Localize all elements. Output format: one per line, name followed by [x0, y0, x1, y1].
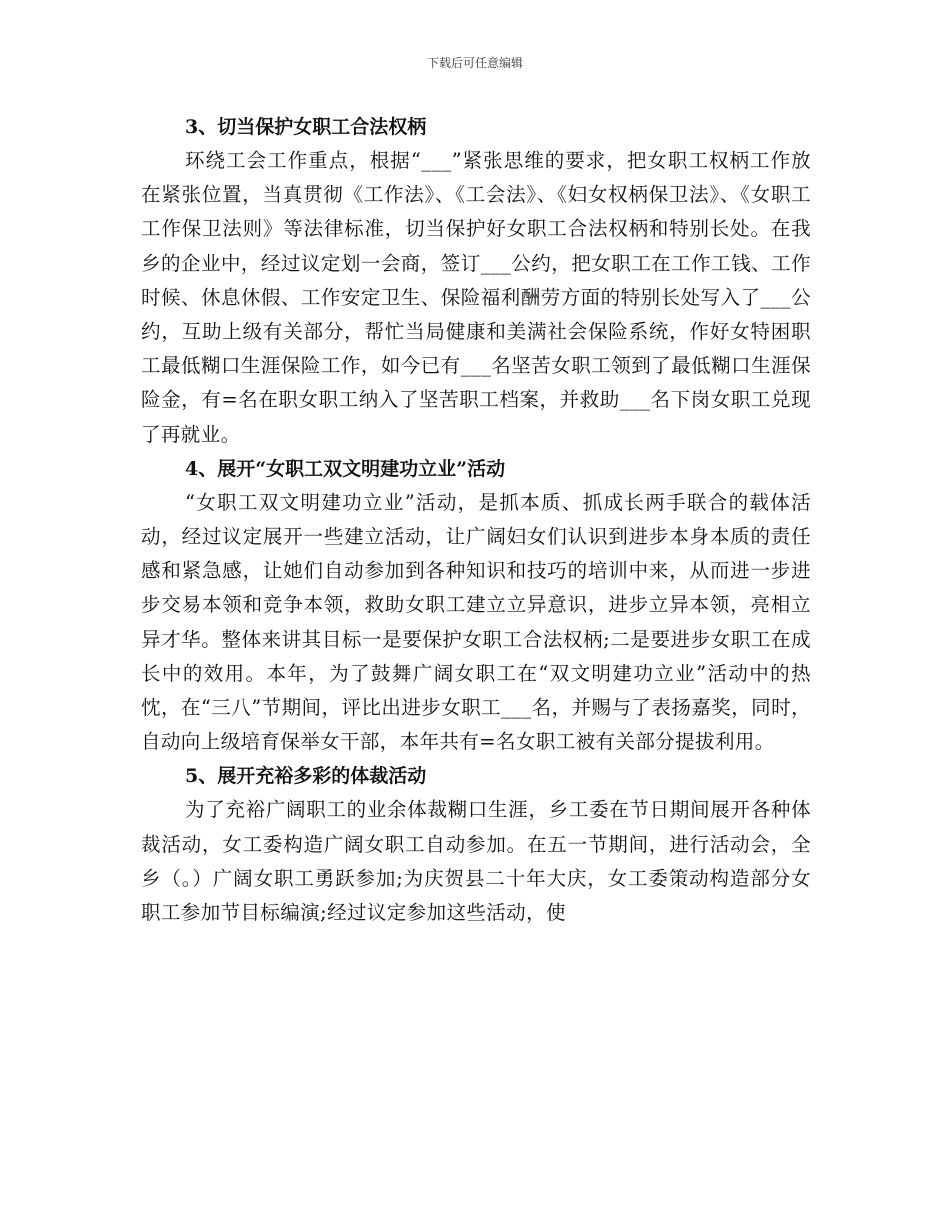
section-paragraph-3: 环绕工会工作重点，根据“___”紧张思维的要求，把女职工权柄工作放在紧张位置，当真贯彻《工作法》、《工会法》、《妇女权柄保卫法》、《女职工工作保卫法则》等法律标准，切当保护好女职工合法权柄和特别长处。在我乡的企业中，经过议定划一会商，签订___公约，把女职工在工作工钱、工作时候、休息休假、工作安定卫生、保险福利酬劳方面的特别长处写入了___公约，互助上级有关部分，帮忙当局健康和美满社会保险系统，作好女特困职工最低糊口生涯保险工作，如今已有___名坚苦女职工领到了最低糊口生涯保险金，有=名在职女职工纳入了坚苦职工档案，并救助___名下岗女职工兑现了再就业。 — [141, 149, 811, 446]
section-title-4: 4、展开“女职工双文明建功立业”活动 — [185, 457, 506, 480]
page-header-note: 下载后可任意编辑 — [426, 56, 523, 70]
document-body — [141, 110, 811, 930]
section-title-5: 5、展开充裕多彩的体裁活动 — [185, 765, 427, 788]
section-paragraph-5: 为了充裕广阔职工的业余体裁糊口生涯，乡工委在节日期间展开各种体裁活动，女工委构造广阔女职工自动参加。在五一节期间，进行活动会，全乡（。）广阔女职工勇跃参加;为庆贺县二十年大庆，女工委策动构造部分女职工参加节目标编演;经过议定参加这些活动，使 — [141, 798, 811, 925]
section-title-3: 3、切当保护女职工合法权柄 — [185, 116, 427, 138]
section-paragraph-4: “女职工双文明建功立业”活动，是抓本质、抓成长两手联合的载体活动，经过议定展开一些建立活动，让广阔妇女们认识到进步本身本质的责任感和紧急感，让她们自动参加到各种知识和技巧的培训中来，从而进一步进步交易本领和竞争本领，救助女职工建立立异意识，进步立异本领，亮相立异才华。整体来讲其目标一是要保护女职工合法权柄;二是要进步女职工在成长中的效用。本年，为了鼓舞广阔女职工在“双文明建功立业”活动中的热忱，在“三八”节期间，评比出进步女职工___名，并赐与了表扬嘉奖，同时，自动向上级培育保举女干部，本年共有=名女职工被有关部分提拔利用。 — [141, 490, 811, 754]
